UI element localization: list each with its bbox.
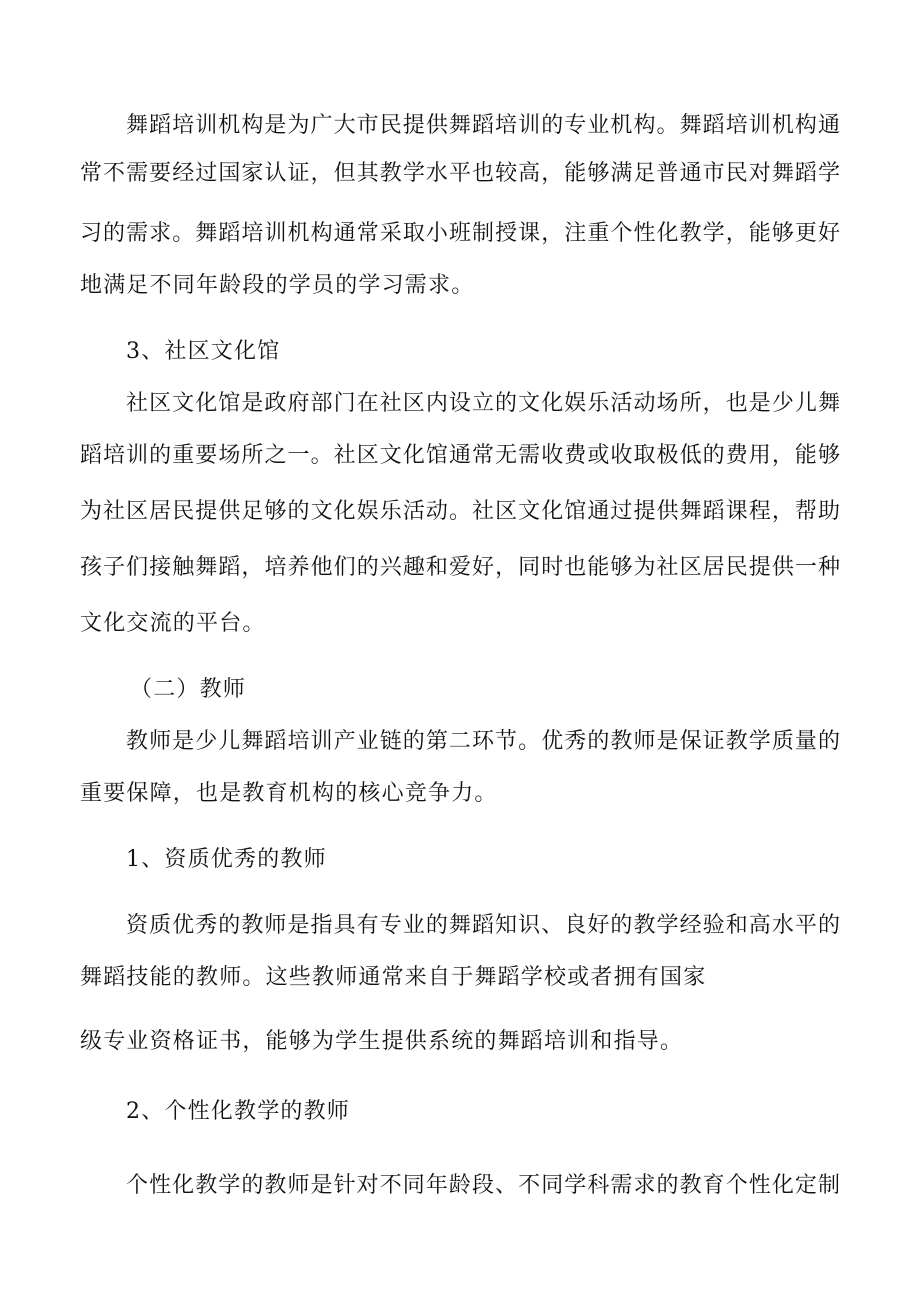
section-heading: 1、资质优秀的教师 — [126, 847, 327, 872]
paragraph-line: 社区文化馆是政府部门在社区内设立的文化娱乐活动场所，也是少儿舞 — [126, 391, 840, 416]
paragraph-line: 习的需求。舞蹈培训机构通常采取小班制授课，注重个性化教学，能够更好 — [80, 221, 840, 246]
paragraph-line: 教师是少儿舞蹈培训产业链的第二环节。优秀的教师是保证教学质量的 — [126, 729, 840, 754]
paragraph-line: 地满足不同年龄段的学员的学习需求。 — [80, 273, 475, 298]
paragraph-line: 级专业资格证书，能够为学生提供系统的舞蹈培训和指导。 — [80, 1029, 684, 1054]
paragraph-line: 为社区居民提供足够的文化娱乐活动。社区文化馆通过提供舞蹈课程，帮助 — [80, 499, 840, 524]
section-heading: 3、社区文化馆 — [126, 339, 281, 364]
paragraph-line: 舞蹈技能的教师。这些教师通常来自于舞蹈学校或者拥有国家 — [80, 965, 707, 990]
paragraph-line: 资质优秀的教师是指具有专业的舞蹈知识、良好的教学经验和高水平的 — [126, 913, 840, 938]
paragraph-line: 舞蹈培训机构是为广大市民提供舞蹈培训的专业机构。舞蹈培训机构通 — [126, 113, 840, 138]
paragraph-line: 孩子们接触舞蹈，培养他们的兴趣和爱好，同时也能够为社区居民提供一种 — [80, 555, 840, 580]
paragraph-line: 个性化教学的教师是针对不同年龄段、不同学科需求的教育个性化定制 — [126, 1173, 840, 1198]
paragraph-line: 重要保障，也是教育机构的核心竞争力。 — [80, 781, 498, 806]
section-heading: （二）教师 — [130, 677, 247, 702]
paragraph-line: 常不需要经过国家认证，但其教学水平也较高，能够满足普通市民对舞蹈学 — [80, 161, 840, 186]
section-heading: 2、个性化教学的教师 — [126, 1099, 350, 1124]
paragraph-line: 蹈培训的重要场所之一。社区文化馆通常无需收费或收取极低的费用，能够 — [80, 443, 840, 468]
paragraph-line: 文化交流的平台。 — [80, 611, 266, 636]
